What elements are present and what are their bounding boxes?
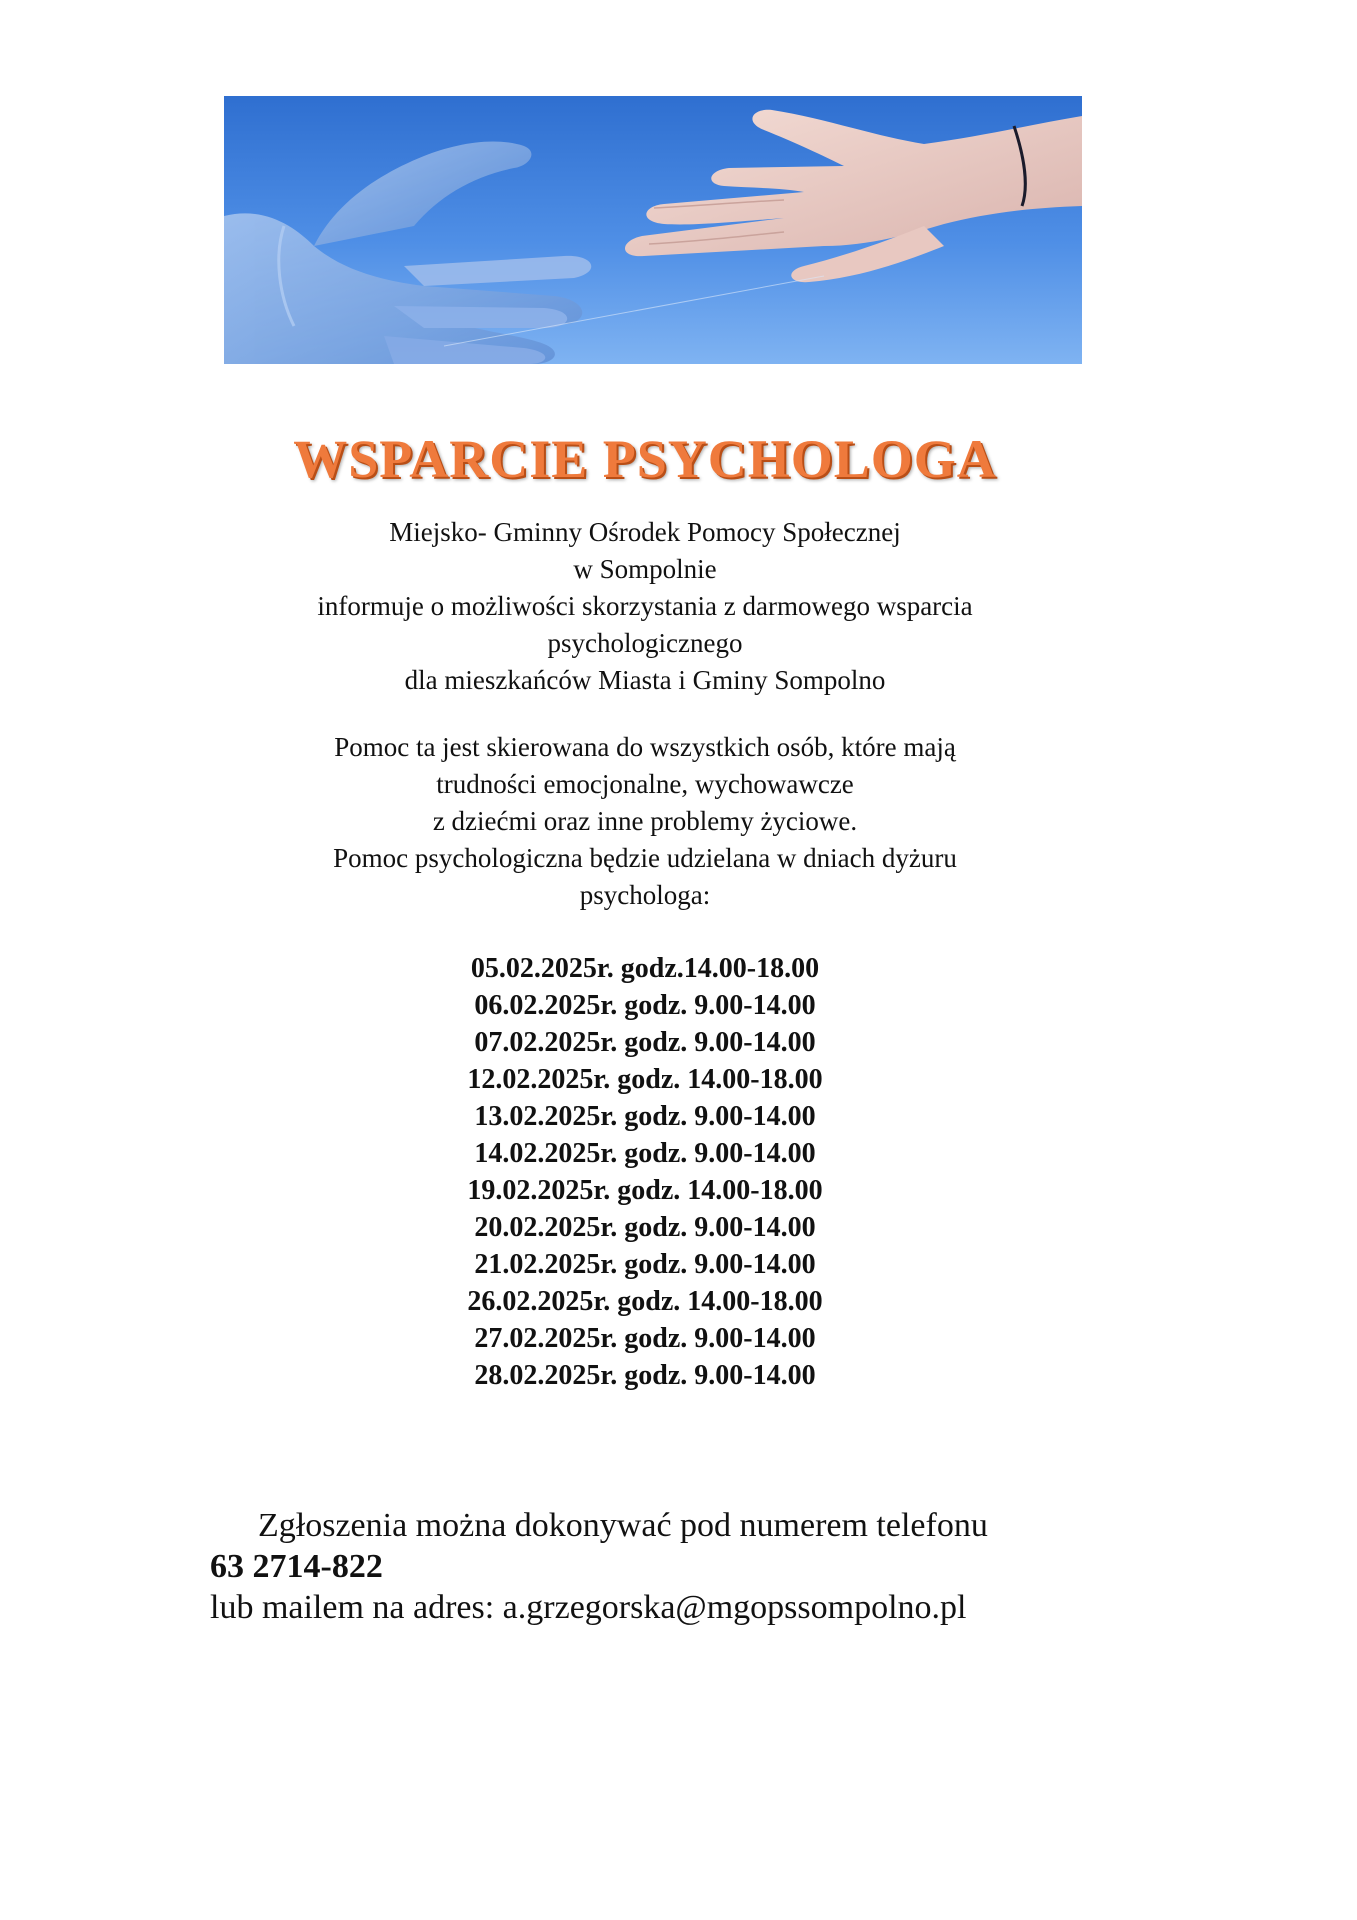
intro-line: informuje o możliwości skorzystania z darmowego wsparcia bbox=[317, 591, 973, 621]
help-paragraph bbox=[0, 729, 1290, 914]
banner-image bbox=[224, 96, 1082, 364]
intro-line: psychologicznego bbox=[547, 628, 743, 658]
contact-email: lub mailem na adres: a.grzegorska@mgopssompolno.pl bbox=[210, 1589, 967, 1626]
help-line: Pomoc ta jest skierowana do wszystkich osób, które mają bbox=[334, 732, 956, 762]
schedule-item: 06.02.2025r. godz. 9.00-14.00 bbox=[474, 990, 816, 1021]
intro-line: dla mieszkańców Miasta i Gminy Sompolno bbox=[404, 665, 886, 695]
hands-reaching-photo bbox=[224, 96, 1082, 364]
page-title: WSPARCIE PSYCHOLOGA bbox=[293, 429, 997, 489]
contact-section bbox=[210, 1505, 1210, 1628]
intro-line: Miejsko- Gminny Ośrodek Pomocy Społecznej bbox=[389, 517, 901, 547]
schedule-item: 21.02.2025r. godz. 9.00-14.00 bbox=[474, 1249, 816, 1280]
schedule-item: 26.02.2025r. godz. 14.00-18.00 bbox=[467, 1286, 823, 1317]
schedule-item: 13.02.2025r. godz. 9.00-14.00 bbox=[474, 1101, 816, 1132]
help-line: z dziećmi oraz inne problemy życiowe. bbox=[432, 806, 858, 836]
schedule-item: 07.02.2025r. godz. 9.00-14.00 bbox=[474, 1027, 816, 1058]
schedule-list bbox=[0, 950, 1290, 1394]
schedule-item: 12.02.2025r. godz. 14.00-18.00 bbox=[467, 1064, 823, 1095]
phone-number: 63 2714-822 bbox=[210, 1548, 383, 1585]
schedule-item: 28.02.2025r. godz. 9.00-14.00 bbox=[474, 1360, 816, 1391]
help-line: psychologa: bbox=[579, 880, 711, 910]
schedule-item: 19.02.2025r. godz. 14.00-18.00 bbox=[467, 1175, 823, 1206]
intro-line: w Sompolnie bbox=[573, 554, 717, 584]
schedule-item: 05.02.2025r. godz.14.00-18.00 bbox=[470, 953, 820, 984]
contact-intro: Zgłoszenia można dokonywać pod numerem telefonu bbox=[258, 1507, 988, 1544]
schedule-item: 20.02.2025r. godz. 9.00-14.00 bbox=[474, 1212, 816, 1243]
schedule-item: 27.02.2025r. godz. 9.00-14.00 bbox=[474, 1323, 816, 1354]
help-line: Pomoc psychologiczna będzie udzielana w dniach dyżuru bbox=[333, 843, 957, 873]
schedule-item: 14.02.2025r. godz. 9.00-14.00 bbox=[474, 1138, 816, 1169]
intro-paragraph bbox=[0, 514, 1290, 699]
help-line: trudności emocjonalne, wychowawcze bbox=[436, 769, 854, 799]
